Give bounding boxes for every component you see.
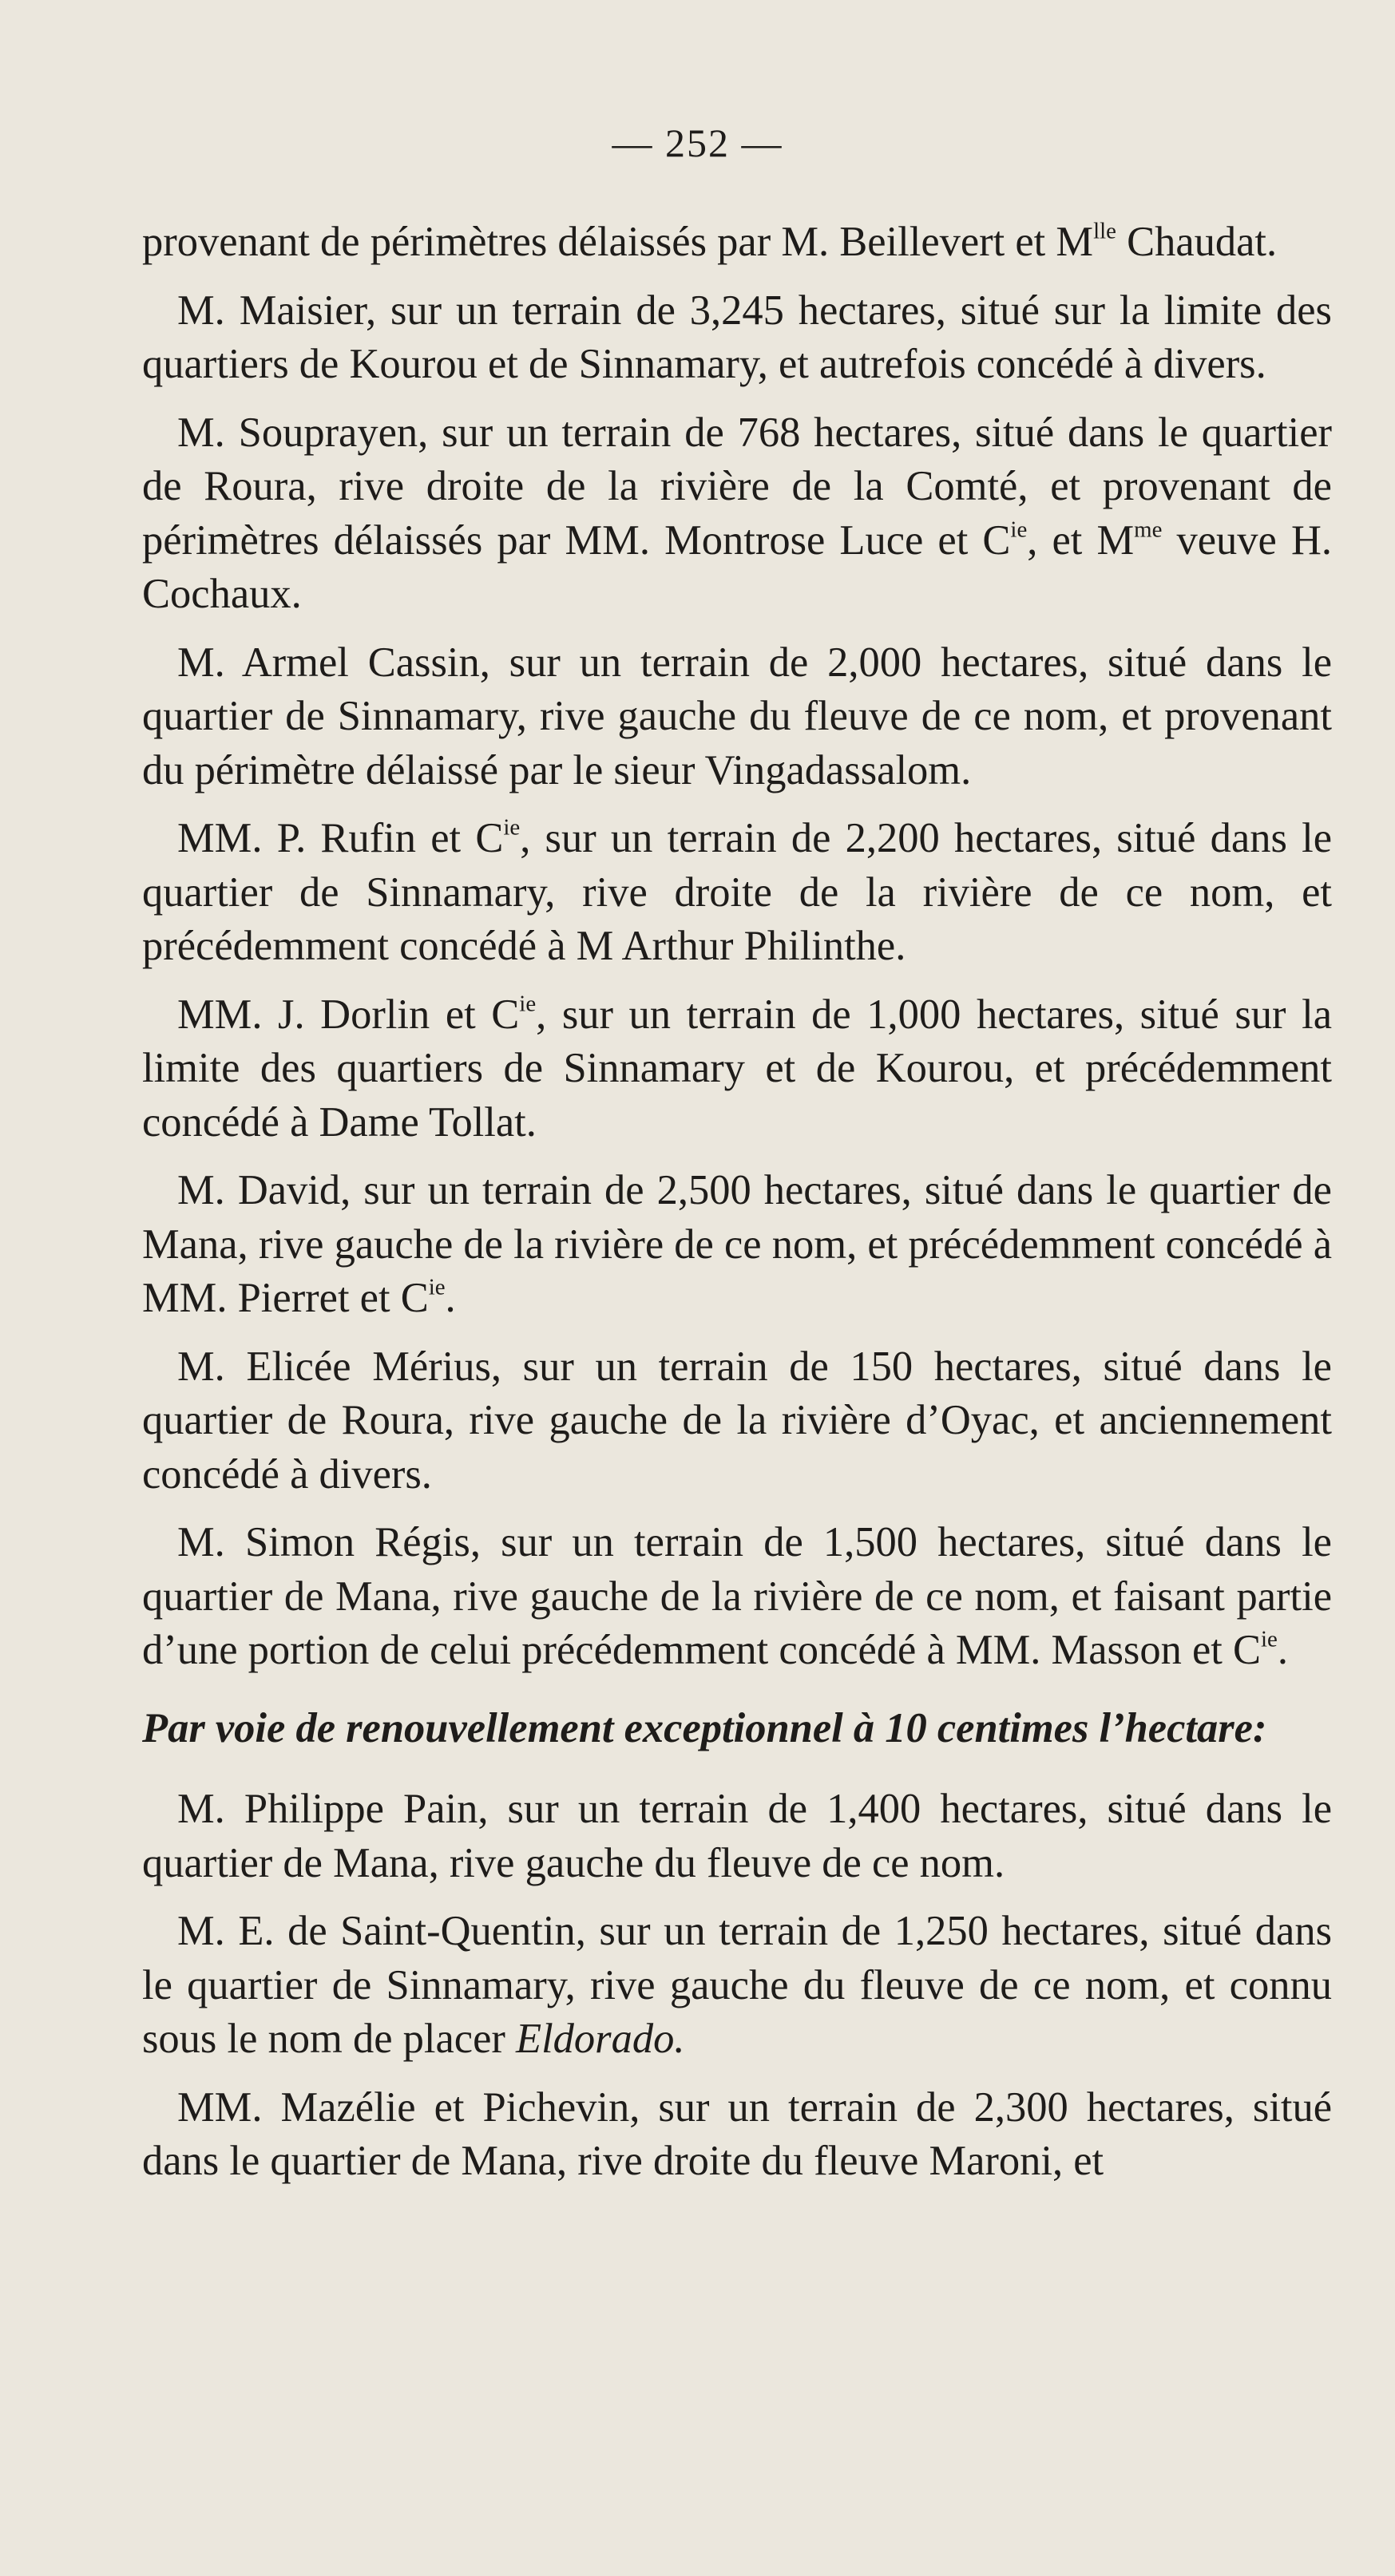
text-segment: Chaudat. <box>1116 219 1278 265</box>
text-segment: M. Maisier, sur un terrain de 3,245 hectares, situé sur la limite des quartiers de Kourou et de Sinnamary, et autrefois concédé à divers. <box>142 287 1332 387</box>
paragraph <box>142 2081 1332 2189</box>
paragraph <box>142 216 1332 270</box>
concession-list-after <box>142 1783 1332 2189</box>
text-segment: provenant de périmètres délaissés par M. Beillevert et M <box>142 219 1094 265</box>
text-segment: , sur un terrain de 1,000 hectares, situé sur la limite des quartiers de Sinnamary et de Kourou, et précédemment concédé à Dame Tollat. <box>142 991 1332 1146</box>
text-segment: M. David, sur un terrain de 2,500 hectares, situé dans le quartier de Mana, rive gauche de la rivière de ce nom, et précédemment concédé à MM. Pierret et C <box>142 1167 1332 1321</box>
text-segment: M. Elicée Mérius, sur un terrain de 150 hectares, situé dans le quartier de Roura, rive gauche de la rivière d’Oyac, et anciennement concédé à divers. <box>142 1343 1332 1498</box>
superscript: ie <box>503 814 521 841</box>
superscript: ie <box>1261 1626 1278 1652</box>
text-segment: . <box>1277 1627 1288 1673</box>
text-segment: , sur un terrain de 2,200 hectares, situé dans le quartier de Sinnamary, rive droite de la rivière de ce nom, et précédemment concédé à M Arthur Philinthe. <box>142 815 1333 969</box>
superscript: ie <box>428 1274 446 1300</box>
text-segment: veuve H. Cochaux. <box>142 516 1332 617</box>
paragraph <box>142 1516 1332 1678</box>
text-segment: M. E. de Saint-Quentin, sur un terrain de 1,250 hectares, situé dans le quartier de Sinnamary, rive gauche du fleuve de ce nom, et connu sous le nom de placer <box>142 1908 1332 2062</box>
text-segment: , et M <box>1027 516 1135 564</box>
concession-list-before <box>142 216 1332 1678</box>
superscript: ie <box>1010 516 1028 542</box>
text-segment: M. Souprayen, sur un terrain de 768 hectares, situé dans le quartier de Roura, rive droite de la rivière de la Comté, et provenant de périmètres délaissés par MM. Montrose Luce et C <box>142 409 1332 564</box>
text-segment: MM. P. Rufin et C <box>177 815 504 861</box>
body-text <box>142 216 1332 2203</box>
paragraph <box>142 1783 1332 1890</box>
paragraph <box>142 812 1332 974</box>
text-segment: MM. Mazélie et Pichevin, sur un terrain de 2,300 hectares, situé dans le quartier de Mana, rive droite du fleuve Maroni, et <box>142 2083 1332 2184</box>
paragraph <box>142 406 1332 622</box>
superscript: me <box>1134 516 1163 542</box>
text-segment: M. Simon Régis, sur un terrain de 1,500 hectares, situé dans le quartier de Mana, rive gauche de la rivière de ce nom, et faisant partie d’une portion de celui précédemment concédé à MM. Masson et C <box>142 1519 1332 1673</box>
superscript: lle <box>1093 218 1116 244</box>
paragraph <box>142 1905 1332 2067</box>
paragraph <box>142 1340 1332 1502</box>
superscript: ie <box>519 990 537 1016</box>
paragraph <box>142 636 1332 798</box>
paragraph <box>142 988 1332 1150</box>
paragraph <box>142 284 1332 392</box>
text-segment: M. Philippe Pain, sur un terrain de 1,400 hectares, situé dans le quartier de Mana, rive gauche du fleuve de ce nom. <box>142 1786 1332 1886</box>
paragraph <box>142 1164 1332 1326</box>
text-segment: . <box>445 1275 456 1321</box>
page-number: — 252 — <box>612 121 783 165</box>
text-segment: M. Armel Cassin, sur un terrain de 2,000 hectares, situé dans le quartier de Sinnamary, rive gauche du fleuve de ce nom, et provenant du périmètre délaissé par le sieur Vingadassalom. <box>142 639 1332 793</box>
text-segment: MM. J. Dorlin et C <box>177 991 520 1038</box>
italic-text: Eldorado. <box>516 2016 685 2062</box>
section-heading: Par voie de renouvellement exceptionnel à 10 centimes l’hectare: <box>142 1704 1267 1751</box>
